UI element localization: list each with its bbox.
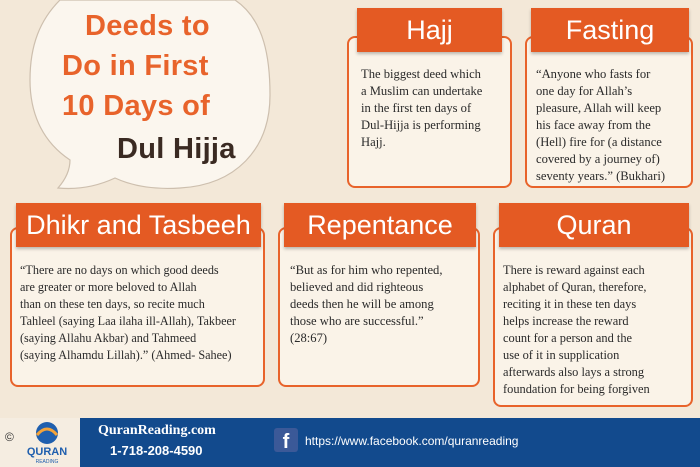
card-line: those who are successful.” [290, 314, 424, 328]
card-line: believed and did righteous [290, 280, 424, 294]
card-repentance [278, 210, 480, 387]
card-quran-body [503, 262, 691, 398]
card-dhikr-heading: Dhikr and Tasbeeh [16, 203, 261, 247]
card-line: covered by a journey of) [536, 152, 660, 166]
card-line: pleasure, Allah will keep [536, 101, 662, 115]
card-line: his face away from the [536, 118, 651, 132]
card-hajj-body [361, 66, 506, 151]
site-link[interactable]: QuranReading.com [98, 423, 216, 438]
card-line: than on these ten days, so recite much [20, 297, 205, 311]
quran-reading-logo[interactable] [22, 419, 72, 465]
card-line: Dul-Hijja is performing [361, 118, 481, 132]
card-fasting-heading: Fasting [531, 8, 689, 52]
logo-text: QURAN [26, 446, 68, 458]
card-line: (saying Allahu Akbar) and Tahmeed [20, 331, 197, 345]
card-line: a Muslim can undertake [361, 84, 483, 98]
card-line: helps increase the reward [503, 314, 629, 328]
card-line: The biggest deed which [361, 67, 481, 81]
card-line: “There are no days on which good deeds [20, 263, 219, 277]
card-fasting [525, 15, 693, 188]
card-line: alphabet of Quran, therefore, [503, 280, 647, 294]
card-line: in the first ten days of [361, 101, 472, 115]
title-line-4: Dul Hijja [117, 133, 236, 165]
card-line: are greater or more beloved to Allah [20, 280, 197, 294]
title-line-3: 10 Days of [62, 90, 211, 122]
card-hajj-heading: Hajj [357, 8, 502, 52]
card-line: foundation for being forgiven [503, 382, 650, 396]
card-line: (28:67) [290, 331, 328, 345]
card-repentance-heading: Repentance [284, 203, 476, 247]
logo-subtext: READING [35, 459, 59, 465]
card-line: (Hell) fire for (a distance [536, 135, 662, 149]
card-line: seventy years.” (Bukhari) [536, 169, 666, 183]
card-line: (saying Alhamdu Lillah).” (Ahmed- Sahee) [20, 348, 232, 362]
card-hajj [347, 15, 512, 188]
card-line: “But as for him who repented, [290, 263, 443, 277]
card-line: Hajj. [361, 135, 386, 149]
card-line: Tahleel (saying Laa ilaha ill-Allah), Takbeer [20, 314, 236, 328]
title-line-2: Do in First [62, 50, 209, 82]
facebook-icon[interactable]: f [274, 428, 298, 452]
card-line: count for a person and the [503, 331, 633, 345]
card-line: “Anyone who fasts for [536, 67, 651, 81]
card-line: use of it in supplication [503, 348, 620, 362]
copyright-symbol: © [5, 430, 14, 444]
title-line-1: Deeds to [85, 10, 210, 42]
card-line: reciting it in these ten days [503, 297, 637, 311]
card-repentance-body [290, 262, 475, 347]
phone-number[interactable]: 1-718-208-4590 [110, 443, 203, 458]
card-line: deeds then he will be among [290, 297, 434, 311]
card-quran [493, 210, 693, 407]
card-line: afterwards also lays a strong [503, 365, 645, 379]
card-dhikr-body [20, 262, 265, 364]
card-line: one day for Allah’s [536, 84, 633, 98]
card-line: There is reward against each [503, 263, 645, 277]
card-dhikr [10, 210, 265, 387]
card-fasting-body [536, 66, 691, 185]
facebook-link[interactable]: https://www.facebook.com/quranreading [305, 434, 519, 448]
card-quran-heading: Quran [499, 203, 689, 247]
